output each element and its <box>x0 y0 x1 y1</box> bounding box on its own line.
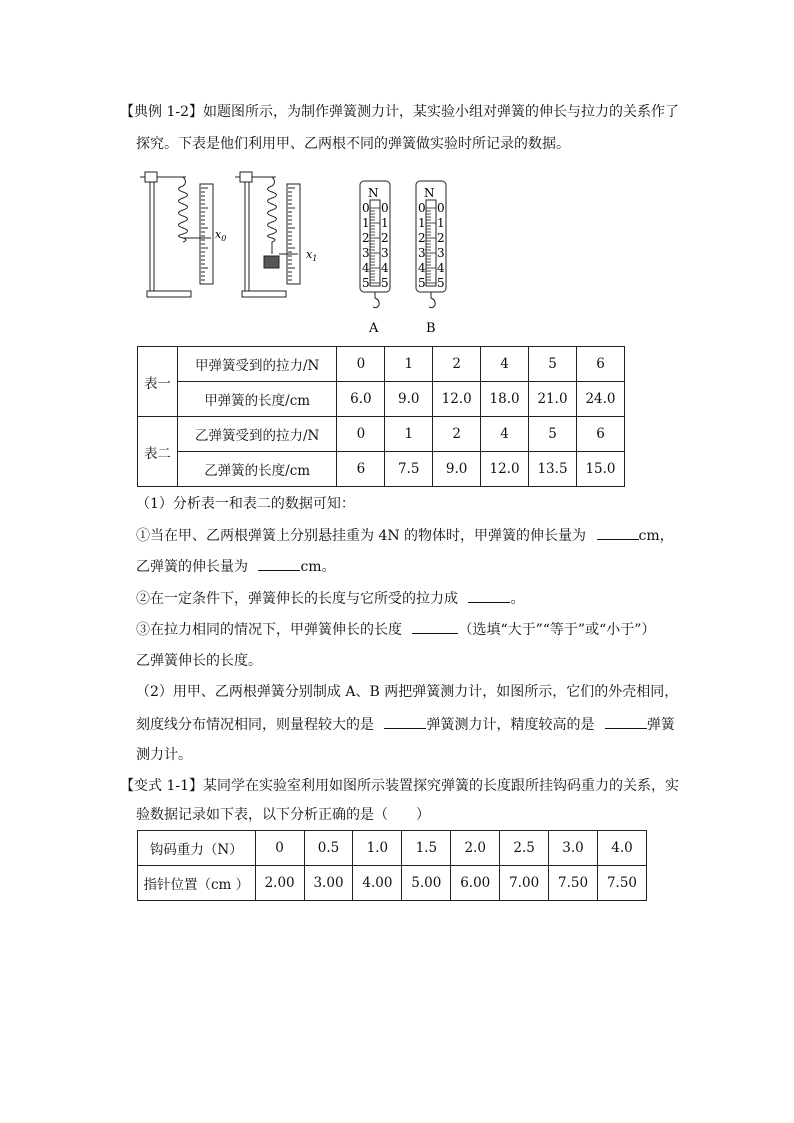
table-cell: 4.0 <box>597 831 646 866</box>
table-cell: 9.0 <box>385 382 433 417</box>
table-cell: 12.0 <box>481 452 529 487</box>
row-label: 乙弹簧受到的拉力/N <box>177 417 337 452</box>
meter-scale-label: 1 <box>362 216 370 230</box>
meter-scale-label: 2 <box>381 231 389 245</box>
stand-1-diagram <box>140 172 213 297</box>
data-table-2 <box>137 830 647 901</box>
q2-line-1 <box>136 682 678 702</box>
stand-2-clamp <box>240 172 252 182</box>
meter-scale-label: 0 <box>418 201 426 215</box>
meter-scale-label: 5 <box>381 276 389 290</box>
table-cell: 13.5 <box>529 452 577 487</box>
table-cell: 5.00 <box>402 866 451 901</box>
q1a-text: ①当在甲、乙两根弹簧上分别悬挂重为 4N 的物体时，甲弹簧的伸长量为 <box>136 528 587 544</box>
table-cell: 4 <box>481 417 529 452</box>
table-cell: 7.50 <box>549 866 598 901</box>
example-text-1: 如题图所示，为制作弹簧测力计，某实验小组对弹簧的伸长与拉力的关系作了 <box>203 104 679 120</box>
table-cell: 1.5 <box>402 831 451 866</box>
answer-blank-q1c[interactable] <box>412 619 458 634</box>
q1c2-text: 乙弹簧伸长的长度。 <box>136 653 262 669</box>
meter-scale-label: 2 <box>418 231 426 245</box>
group-label: 表二 <box>138 417 178 487</box>
meter-a-unit: N <box>368 186 379 200</box>
meter-scale-label: 2 <box>437 231 445 245</box>
table-cell: 2 <box>433 417 481 452</box>
table-cell: 2.5 <box>500 831 549 866</box>
q1c-line <box>136 619 655 640</box>
q1-intro <box>136 494 355 514</box>
table-cell: 0 <box>337 417 385 452</box>
table-cell: 7.50 <box>597 866 646 901</box>
table-cell: 24.0 <box>576 382 624 417</box>
variant-text-2: 验数据记录如下表，以下分析正确的是（ ） <box>136 807 430 823</box>
answer-blank-q1a-yi[interactable] <box>258 556 300 571</box>
variant-tag: 【变式 1-1】 <box>120 778 203 794</box>
meter-scale-label: 1 <box>381 216 389 230</box>
q1c2-line <box>136 651 262 671</box>
q2-line-2 <box>136 714 675 735</box>
spring-1 <box>179 177 188 242</box>
answer-blank-q1a-jia[interactable] <box>597 525 639 540</box>
variant-line-1 <box>120 776 679 796</box>
meter-scale-label: 0 <box>437 201 445 215</box>
meter-scale-label: 3 <box>437 246 445 260</box>
table-cell: 21.0 <box>529 382 577 417</box>
answer-blank-q2-range[interactable] <box>384 714 426 729</box>
meter-a-label: A <box>369 321 379 336</box>
q1c-post: （选填“大于”“等于”或“小于”） <box>458 622 656 638</box>
table-cell: 6.00 <box>451 866 500 901</box>
table-cell: 3.0 <box>549 831 598 866</box>
meter-scale-label: 5 <box>437 276 445 290</box>
table-cell: 6 <box>337 452 385 487</box>
meter-scale-label: 0 <box>381 201 389 215</box>
row-label: 钩码重力（N） <box>138 831 256 866</box>
table-cell: 2.0 <box>451 831 500 866</box>
table-cell: 15.0 <box>576 452 624 487</box>
q2-text-2: 刻度线分布情况相同，则量程较大的是 <box>136 717 374 733</box>
q1a-line <box>136 525 674 546</box>
table-cell: 6.0 <box>337 382 385 417</box>
table-row <box>138 831 647 866</box>
q1-intro-text: （1）分析表一和表二的数据可知： <box>136 496 355 512</box>
q1a-unit: cm， <box>638 528 674 544</box>
meter-scale-label: 0 <box>362 201 370 215</box>
weight-block <box>264 256 279 268</box>
spring-2 <box>268 177 277 254</box>
q2-text-2-post: 弹簧 <box>646 717 675 733</box>
table-cell: 0 <box>255 831 304 866</box>
q2-line-3 <box>136 745 192 765</box>
table-cell: 9.0 <box>433 452 481 487</box>
table-cell: 0.5 <box>304 831 353 866</box>
q2-text-1: （2）用甲、乙两根弹簧分别制成 A、B 两把弹簧测力计，如图所示，它们的外壳相同， <box>136 684 679 700</box>
table-cell: 12.0 <box>433 382 481 417</box>
table-cell: 4 <box>481 347 529 382</box>
table-cell: 3.00 <box>304 866 353 901</box>
meter-scale-label: 5 <box>418 276 426 290</box>
q1c-text: ③在拉力相同的情况下，甲弹簧伸长的长度 <box>136 622 402 638</box>
table-cell: 2 <box>433 347 481 382</box>
meter-scale-label: 5 <box>362 276 370 290</box>
meter-b-hook <box>429 292 435 308</box>
stand-1-base <box>147 291 191 297</box>
q2-text-2-mid: 弹簧测力计，精度较高的是 <box>426 717 595 733</box>
table-cell: 6 <box>576 347 624 382</box>
example-text-2: 探究。下表是他们利用甲、乙两根不同的弹簧做实验时所记录的数据。 <box>136 136 570 152</box>
q1b-post: 。 <box>510 591 525 607</box>
meter-scale-label: 4 <box>418 261 426 275</box>
table-row <box>138 347 625 382</box>
example-tag: 【典例 1-2】 <box>120 104 203 120</box>
example-line-1 <box>120 102 679 122</box>
ruler-2 <box>287 184 300 284</box>
stand-1-clamp <box>145 172 157 182</box>
q2-text-3: 测力计。 <box>136 747 192 763</box>
meter-scale-label: 3 <box>381 246 389 260</box>
meter-b-label: B <box>426 321 436 336</box>
table-cell: 1 <box>385 347 433 382</box>
table-cell: 7.00 <box>500 866 549 901</box>
table-cell: 4.00 <box>353 866 402 901</box>
x0-label: $x_0$ <box>215 228 227 243</box>
meter-a-hook <box>373 292 379 308</box>
stand-1-pole <box>150 176 154 291</box>
table-cell: 5 <box>529 347 577 382</box>
table-cell: 18.0 <box>481 382 529 417</box>
meter-scale-label: 3 <box>362 246 370 260</box>
meter-scale-label: 2 <box>362 231 370 245</box>
q1a2-text: 乙弹簧的伸长量为 <box>136 559 248 575</box>
variant-text-1: 某同学在实验室利用如图所示装置探究弹簧的长度跟所挂钩码重力的关系，实 <box>203 778 679 794</box>
table-row <box>138 866 647 901</box>
stand-2-pole <box>245 176 249 291</box>
q1b-text: ②在一定条件下，弹簧伸长的长度与它所受的拉力成 <box>136 591 458 607</box>
example-line-2 <box>136 134 570 154</box>
row-label: 指针位置（cm ） <box>138 866 256 901</box>
row-label: 乙弹簧的长度/cm <box>177 452 337 487</box>
table-cell: 0 <box>337 347 385 382</box>
ruler-1 <box>200 184 213 284</box>
data-table-1 <box>137 346 625 487</box>
q1a2-line <box>136 556 336 577</box>
meter-scale-label: 4 <box>381 261 389 275</box>
meter-scale-label: 4 <box>362 261 370 275</box>
meter-b-unit: N <box>424 186 435 200</box>
stand-2-diagram <box>235 172 300 297</box>
meter-scale-label: 3 <box>418 246 426 260</box>
q1a2-unit: cm。 <box>300 559 336 575</box>
variant-line-2 <box>136 805 430 825</box>
table-row <box>138 417 625 452</box>
group-label: 表一 <box>138 347 178 417</box>
table-cell: 1 <box>385 417 433 452</box>
table-cell: 7.5 <box>385 452 433 487</box>
answer-blank-q1b[interactable] <box>468 588 510 603</box>
meter-scale-label: 4 <box>437 261 445 275</box>
table-cell: 2.00 <box>255 866 304 901</box>
x1-label: $x_1$ <box>306 248 318 263</box>
stand-2-base <box>242 291 286 297</box>
table-cell: 1.0 <box>353 831 402 866</box>
meter-scale-label: 1 <box>437 216 445 230</box>
meter-scale-label: 1 <box>418 216 426 230</box>
answer-blank-q2-precision[interactable] <box>605 714 647 729</box>
q1b-line <box>136 588 524 609</box>
table-cell: 5 <box>529 417 577 452</box>
table-row <box>138 382 625 417</box>
row-label: 甲弹簧的长度/cm <box>177 382 337 417</box>
row-label: 甲弹簧受到的拉力/N <box>177 347 337 382</box>
table-row <box>138 452 625 487</box>
spring-figure <box>0 160 794 340</box>
table-cell: 6 <box>576 417 624 452</box>
